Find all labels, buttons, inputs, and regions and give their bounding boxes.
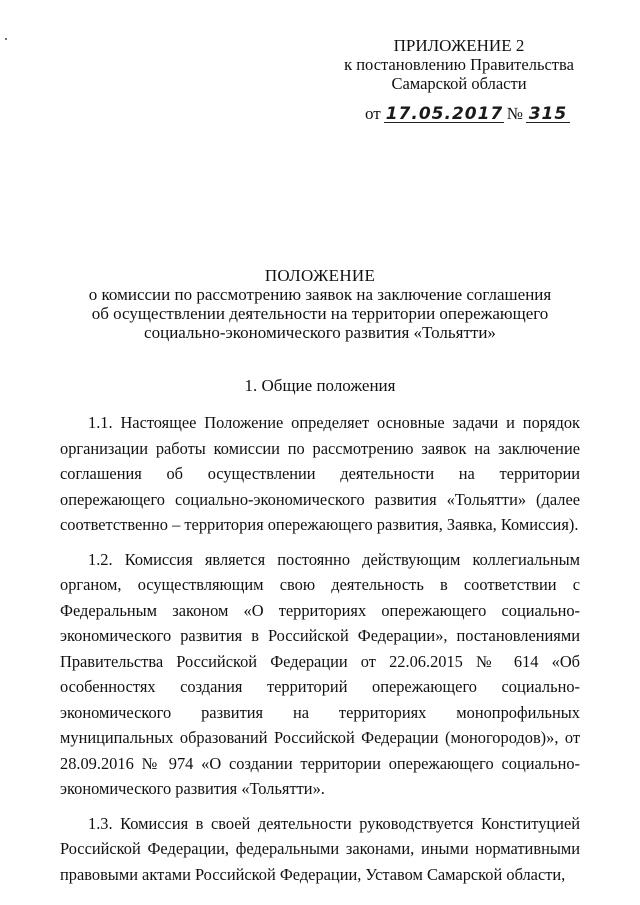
document-body: [60, 410, 580, 896]
document-title: [60, 266, 580, 342]
scan-speck: [5, 38, 7, 40]
appendix-line-3: Самарской области: [391, 74, 527, 93]
handwritten-number: 315: [526, 106, 570, 123]
document-title-line-1: о комиссии по рассмотрению заявок на заключение соглашения: [88, 285, 552, 304]
paragraph-1-1: 1.1. Настоящее Положение определяет основные задачи и порядок организации работы комиссии по рассмотрению заявок на заключение соглашения об осуществлении деятельности на территории опережающего социально-экономического развития «Тольятти» (далее соответственно – территория опережающего развития, Заявка, Комиссия).: [60, 413, 580, 534]
date-prefix: от: [365, 104, 381, 123]
document-title-line-2: об осуществлении деятельности на территории опережающего: [91, 304, 549, 323]
appendix-line-2: к постановлению Правительства: [344, 55, 574, 74]
section-heading: 1. Общие положения: [244, 376, 396, 395]
date-number-line: [362, 104, 570, 124]
paragraph-1-2: 1.2. Комиссия является постоянно действующим коллегиальным органом, осуществляющим свою деятельность в соответствии с Федеральным законом «О территориях опережающего социально-экономического развития в Российской Федерации», постановлениями Правительства Российской Федерации от 22.06.2015 № 614 «Об особенностях создания территорий опережающего социально-экономического развития на территориях монопрофильных муниципальных образований Российской Федерации (моногородов)», от 28.09.2016 № 974 «О создании территории опережающего социально-экономического развития «Тольятти».: [60, 549, 580, 798]
document-title-line-3: социально-экономического развития «Тольятти»: [144, 323, 496, 342]
number-label: №: [506, 104, 523, 123]
appendix-header: [300, 36, 618, 93]
paragraph-1-3: 1.3. Комиссия в своей деятельности руководствуется Конституцией Российской Федерации, федеральными законами, иными нормативными правовыми актами Российской Федерации, Уставом Самарской области,: [60, 813, 580, 884]
document-heading: ПОЛОЖЕНИЕ: [264, 266, 376, 285]
appendix-title: ПРИЛОЖЕНИЕ 2: [393, 36, 525, 55]
handwritten-date: 17.05.2017: [385, 104, 504, 124]
